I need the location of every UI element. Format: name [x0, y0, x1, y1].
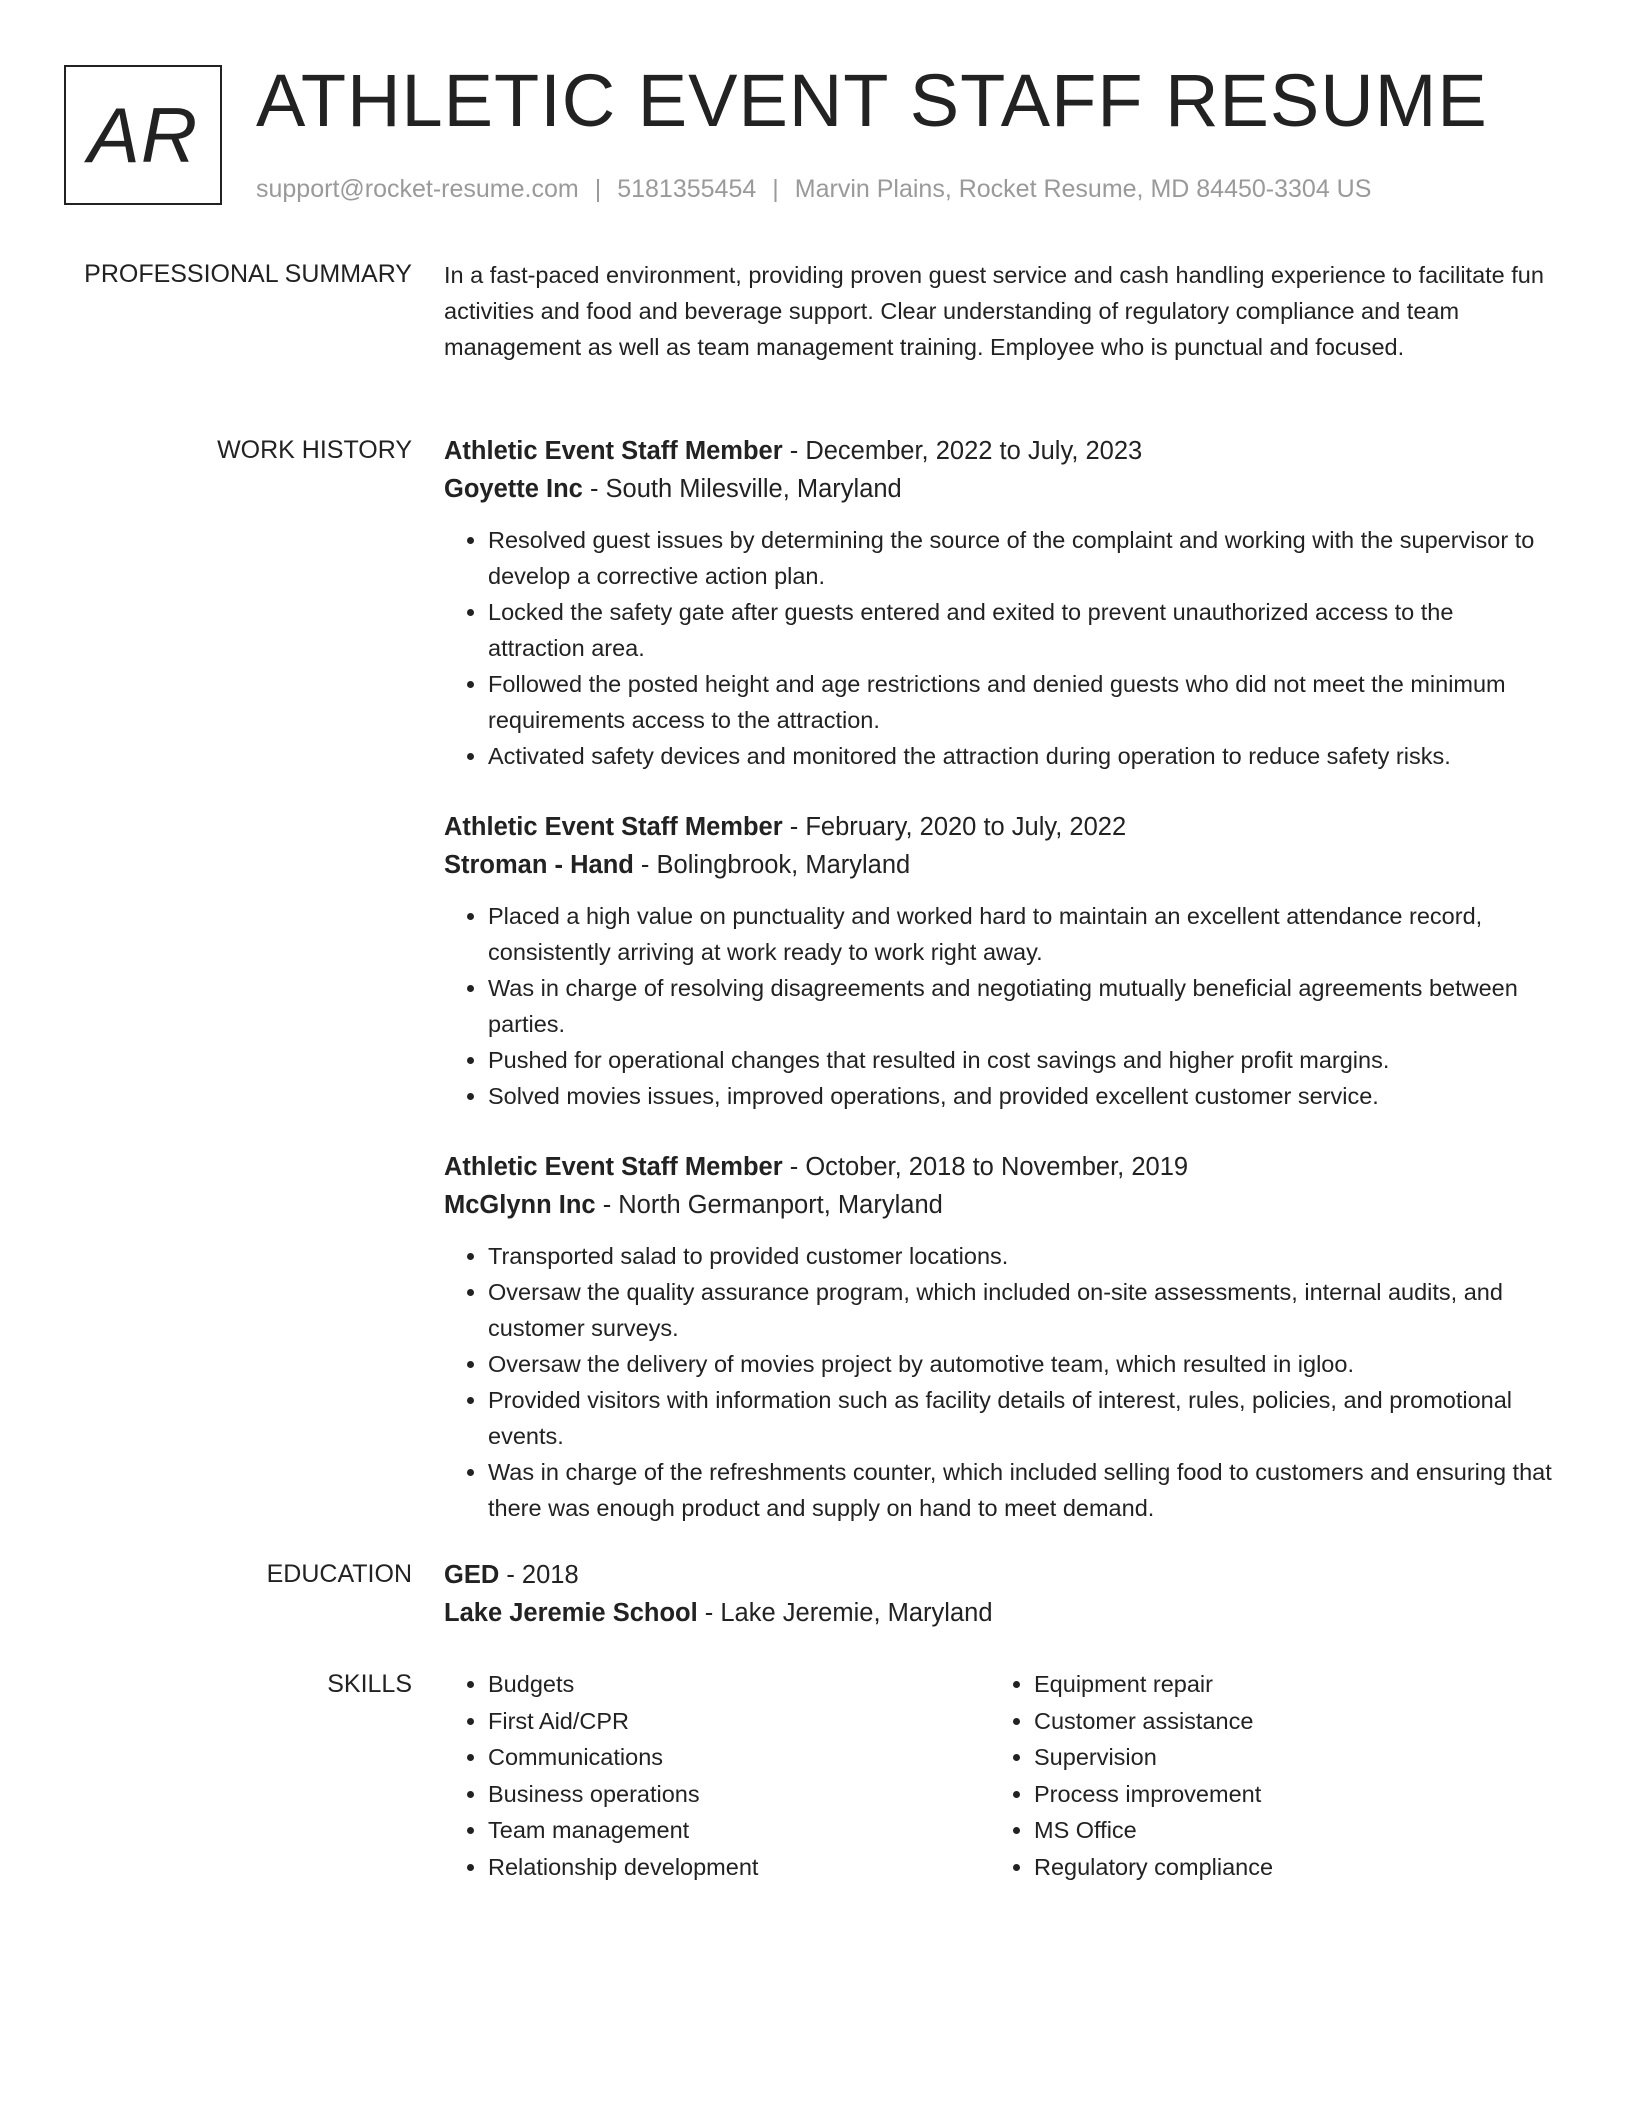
skill-item: • Regulatory compliance [1034, 1849, 1536, 1886]
job-bullet: • Transported salad to provided customer locations. [488, 1238, 1554, 1274]
job-bullet: • Activated safety devices and monitored the attraction during operation to reduce safety risks. [488, 738, 1554, 774]
education-body [444, 1556, 1554, 1632]
job-title: Athletic Event Staff Member [444, 437, 783, 465]
skill-item: • Process improvement [1034, 1776, 1536, 1813]
job-company: McGlynn Inc [444, 1191, 596, 1219]
skills-list-left [444, 1666, 990, 1885]
work-history-body [444, 432, 1554, 1526]
monogram-badge: AR [64, 65, 222, 205]
skill-item: • MS Office [1034, 1812, 1536, 1849]
skill-item: • First Aid/CPR [488, 1703, 990, 1740]
skill-item: • Relationship development [488, 1849, 990, 1886]
section-label-skills: SKILLS [327, 1670, 412, 1698]
contact-separator: | [772, 175, 779, 203]
job-company-line [444, 470, 1554, 508]
job-company: Goyette Inc [444, 475, 583, 503]
job-company-line [444, 846, 1554, 884]
job-title: Athletic Event Staff Member [444, 1153, 783, 1181]
contact-separator: | [594, 175, 602, 203]
job-bullet: • Pushed for operational changes that resulted in cost savings and higher profit margins. [488, 1042, 1554, 1078]
resume-title: ATHLETIC EVENT STAFF RESUME [256, 59, 1488, 142]
education-degree: GED [444, 1561, 500, 1589]
education-location: - Lake Jeremie, Maryland [697, 1599, 993, 1627]
education-school: Lake Jeremie School [444, 1599, 698, 1627]
job-title-line [444, 808, 1554, 846]
skill-item: • Communications [488, 1739, 990, 1776]
skills-body [444, 1666, 1554, 1885]
job-dates: - February, 2020 to July, 2022 [782, 813, 1127, 841]
job-location: - North Germanport, Maryland [595, 1191, 943, 1219]
education-school-line [444, 1594, 1554, 1632]
section-label-summary: PROFESSIONAL SUMMARY [84, 260, 412, 288]
job-bullet: • Placed a high value on punctuality and worked hard to maintain an excellent attendance record, consistently arriving at work ready to work right away. [488, 898, 1554, 970]
job-bullets [444, 522, 1554, 774]
contact-phone: 5181355454 [617, 175, 757, 203]
section-label-work-history: WORK HISTORY [217, 436, 412, 464]
job-bullet: • Was in charge of the refreshments counter, which included selling food to customers and ensuring that there was enough product and supply on hand to meet demand. [488, 1454, 1554, 1526]
section-label-education: EDUCATION [266, 1560, 412, 1588]
education-year: - 2018 [499, 1561, 579, 1589]
job-dates: - December, 2022 to July, 2023 [782, 437, 1143, 465]
contact-address: Marvin Plains, Rocket Resume, MD 84450-3304 US [794, 175, 1372, 203]
job-title-line [444, 432, 1554, 470]
skills-columns [444, 1666, 1554, 1885]
skill-item: • Team management [488, 1812, 990, 1849]
skill-item: • Business operations [488, 1776, 990, 1813]
education-degree-line [444, 1556, 1554, 1594]
job-bullet: • Followed the posted height and age restrictions and denied guests who did not meet the minimum requirements access to the attraction. [488, 666, 1554, 738]
job-bullets [444, 898, 1554, 1114]
job-dates: - October, 2018 to November, 2019 [782, 1153, 1189, 1181]
job-bullet: • Locked the safety gate after guests entered and exited to prevent unauthorized access to the attraction area. [488, 594, 1554, 666]
skill-item: • Customer assistance [1034, 1703, 1536, 1740]
job-bullets [444, 1238, 1554, 1526]
contact-email: support@rocket-resume.com [256, 175, 579, 203]
job-entry [444, 432, 1554, 774]
resume-header [64, 59, 1584, 215]
job-company-line [444, 1186, 1554, 1224]
job-bullet: • Oversaw the delivery of movies project by automotive team, which resulted in igloo. [488, 1346, 1554, 1382]
job-bullet: • Solved movies issues, improved operations, and provided excellent customer service. [488, 1078, 1554, 1114]
job-bullet: • Provided visitors with information such as facility details of interest, rules, policies, and promotional events. [488, 1382, 1554, 1454]
contact-line [256, 175, 1371, 204]
job-location: - Bolingbrook, Maryland [633, 851, 911, 879]
job-bullet: • Oversaw the quality assurance program, which included on-site assessments, internal audits, and customer surveys. [488, 1274, 1554, 1346]
job-bullet: • Resolved guest issues by determining the source of the complaint and working with the supervisor to develop a corrective action plan. [488, 522, 1554, 594]
job-title: Athletic Event Staff Member [444, 813, 783, 841]
job-entry [444, 808, 1554, 1114]
job-entry [444, 1148, 1554, 1526]
job-location: - South Milesville, Maryland [582, 475, 902, 503]
summary-text: In a fast-paced environment, providing proven guest service and cash handling experience to facilitate fun activities and food and beverage support. Clear understanding of regulatory compliance and team management as well as team management training. Employee who is punctual and focused. [444, 262, 1544, 360]
job-company: Stroman - Hand [444, 851, 634, 879]
job-bullet: • Was in charge of resolving disagreements and negotiating mutually beneficial agreements between parties. [488, 970, 1554, 1042]
skill-item: • Budgets [488, 1666, 990, 1703]
skill-item: • Supervision [1034, 1739, 1536, 1776]
skills-list-right [990, 1666, 1536, 1885]
job-title-line [444, 1148, 1554, 1186]
skill-item: • Equipment repair [1034, 1666, 1536, 1703]
